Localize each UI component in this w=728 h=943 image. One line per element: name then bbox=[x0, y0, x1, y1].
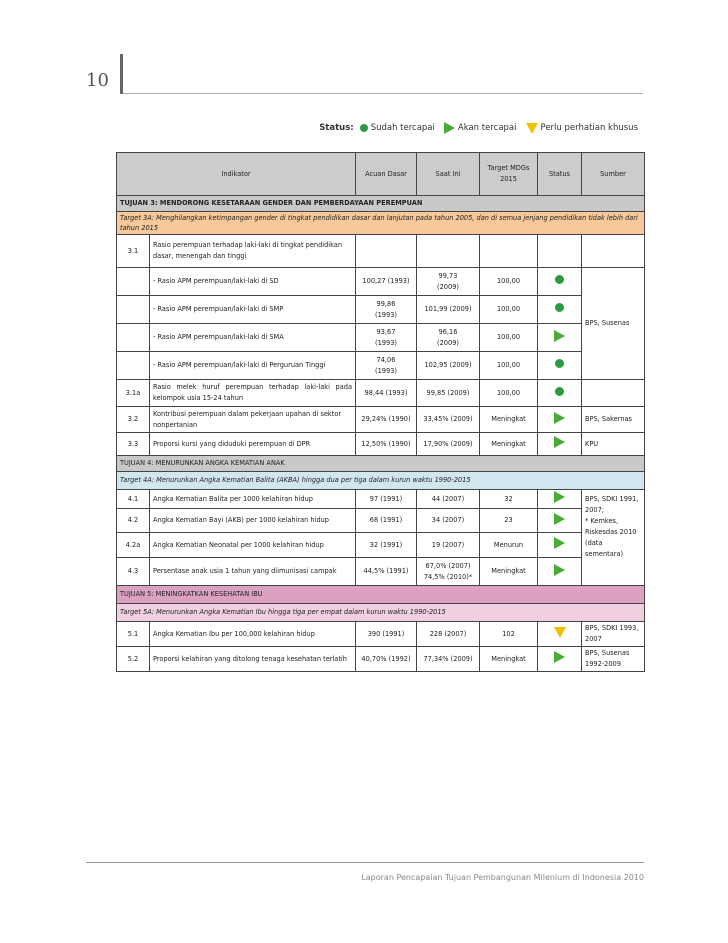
on-track-icon bbox=[554, 491, 565, 503]
header-target: Target MDGs 2015 bbox=[480, 153, 538, 196]
table-row: 4.2 Angka Kematian Bayi (AKB) per 1000 kelahiran hidup 68 (1991) 34 (2007) 23 bbox=[117, 509, 645, 533]
on-track-icon bbox=[554, 412, 565, 424]
table-row: 5.1 Angka Kematian Ibu per 100,000 kelahiran hidup 390 (1991) 228 (2007) 102 BPS, SDKI 1993, 2007 bbox=[117, 622, 645, 647]
table-row: - Rasio APM perempuan/laki-laki di SMA 93,67 (1993) 96,16 (2009) 100,00 bbox=[117, 324, 645, 352]
table-row: 5.2 Proporsi kelahiran yang ditolong tenaga kesehatan terlatih 40,70% (1992) 77,34% (2009) Meningkat BPS, Susenas 1992-2009 bbox=[117, 647, 645, 672]
header-status: Status bbox=[538, 153, 582, 196]
sumber-cell: BPS, SDKI 1991, 2007; * Kemkes, Riskesdas 2010 (data sementara) bbox=[582, 490, 645, 586]
table-row: 3.2 Kontribusi perempuan dalam pekerjaan upahan di sektor nonpertanian 29,24% (1990) 33,45% (2009) Meningkat BPS, Sakernas bbox=[117, 407, 645, 433]
header-saat: Saat Ini bbox=[417, 153, 480, 196]
table-row: 3.1a Rasio melek huruf perempuan terhadap laki-laki pada kelompok usia 15-24 tahun 98,44 (1993) 99,85 (2009) 100,00 bbox=[117, 380, 645, 407]
table-row: 3.3 Proporsi kursi yang diduduki perempuan di DPR 12,50% (1990) 17,90% (2009) Meningkat KPU bbox=[117, 433, 645, 456]
status-legend bbox=[319, 122, 644, 134]
achieved-icon bbox=[555, 275, 564, 284]
mdg-indicator-table bbox=[116, 152, 645, 672]
achieved-icon bbox=[555, 387, 564, 396]
legend-achieved: Sudah tercapai bbox=[370, 123, 435, 133]
on-track-icon bbox=[444, 122, 455, 134]
header-rule bbox=[123, 93, 643, 94]
header-bar bbox=[120, 54, 123, 94]
on-track-icon bbox=[554, 513, 565, 525]
target-row: Target 3A: Menghilangkan ketimpangan gender di tingkat pendidikan dasar dan lanjutan pada tahun 2005, dan di semua jenjang pendidikan tidak lebih dari tahun 2015 bbox=[117, 212, 645, 235]
table-row: - Rasio APM perempuan/laki-laki di Perguruan Tinggi 74,06 (1993) 102,95 (2009) 100,00 bbox=[117, 352, 645, 380]
table-header bbox=[117, 153, 645, 196]
goal-row: TUJUAN 5: MENINGKATKAN KESEHATAN IBU bbox=[117, 586, 645, 604]
footer-rule bbox=[86, 862, 644, 863]
header-acuan: Acuan Dasar bbox=[356, 153, 417, 196]
legend-on-track: Akan tercapai bbox=[457, 123, 517, 133]
goal-row: TUJUAN 3: MENDORONG KESETARAAN GENDER DAN PEMBERDAYAAN PEREMPUAN bbox=[117, 196, 645, 212]
on-track-icon bbox=[554, 651, 565, 663]
sumber-cell: BPS, Susenas bbox=[582, 268, 645, 380]
legend-attention: Perlu perhatian khusus bbox=[540, 123, 638, 133]
attention-icon bbox=[526, 123, 538, 134]
footer-text: Laporan Pencapaian Tujuan Pembangunan Milenium di Indonesia 2010 bbox=[361, 873, 644, 882]
on-track-icon bbox=[554, 564, 565, 576]
target-row: Target 4A: Menurunkan Angka Kematian Balita (AKBA) hingga dua per tiga dalam kurun waktu 1990-2015 bbox=[117, 472, 645, 490]
header-indikator: Indikator bbox=[117, 153, 356, 196]
goal-row: TUJUAN 4: MENURUNKAN ANGKA KEMATIAN ANAK bbox=[117, 456, 645, 472]
on-track-icon bbox=[554, 436, 565, 448]
table-row: - Rasio APM perempuan/laki-laki di SD 100,27 (1993) 99,73 (2009) 100,00 BPS, Susenas bbox=[117, 268, 645, 296]
legend-label: Status: bbox=[319, 123, 354, 133]
achieved-icon bbox=[555, 359, 564, 368]
table-row: 4.3 Persentase anak usia 1 tahun yang diimunisasi campak 44,5% (1991) 67,0% (2007) 74,5% (2010)* Meningkat bbox=[117, 558, 645, 586]
table-row: 4.2a Angka Kematian Neonatal per 1000 kelahiran hidup 32 (1991) 19 (2007) Menurun bbox=[117, 533, 645, 558]
on-track-icon bbox=[554, 330, 565, 342]
achieved-icon bbox=[555, 303, 564, 312]
achieved-icon bbox=[360, 124, 368, 132]
header-sumber: Sumber bbox=[582, 153, 645, 196]
table-row: - Rasio APM perempuan/laki-laki di SMP 99,86 (1993) 101,99 (2009) 100,00 bbox=[117, 296, 645, 324]
table-row: 3.1 Rasio perempuan terhadap laki-laki di tingkat pendidikan dasar, menengah dan tinggi bbox=[117, 235, 645, 268]
on-track-icon bbox=[554, 537, 565, 549]
table-row: 4.1 Angka Kematian Balita per 1000 kelahiran hidup 97 (1991) 44 (2007) 32 BPS, SDKI 1991, 2007; * Kemkes, Riskesdas 2010 (data sementara) bbox=[117, 490, 645, 509]
page-number: 10 bbox=[86, 70, 109, 91]
attention-icon bbox=[554, 627, 566, 638]
target-row: Target 5A: Menurunkan Angka Kematian Ibu hingga tiga per empat dalam kurun waktu 1990-2015 bbox=[117, 604, 645, 622]
